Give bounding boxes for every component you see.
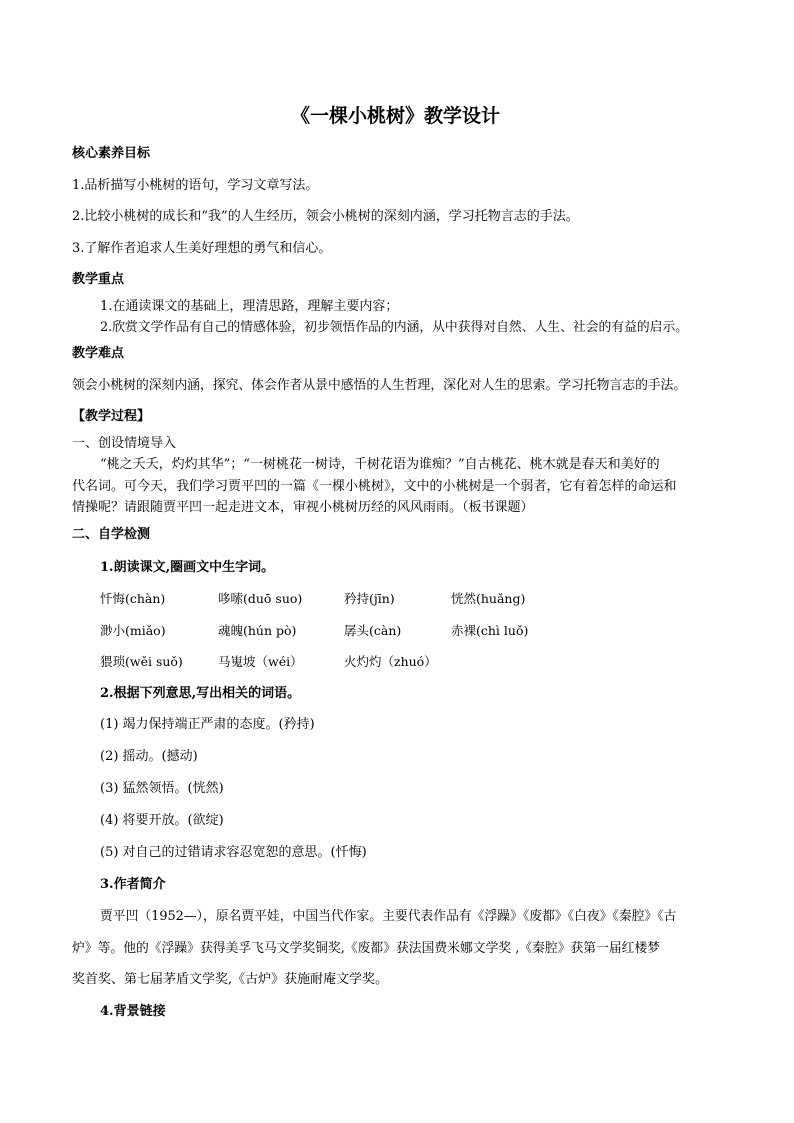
vocab-item: 哆嗦(duō suo) <box>218 591 303 606</box>
intro-paragraph-line: 情操呢？请跟随贾平凹一起走进文本，审视小桃树历经的风风雨雨。（板书课题） <box>72 500 534 515</box>
core-goal-item: 1.品析描写小桃树的语句，学习文章写法。 <box>72 178 319 193</box>
key-point-item: 2.欣赏文学作品有自己的情感体验，初步领悟作品的内涵，从中获得对自然、人生、社会的有益的启示。 <box>100 320 689 335</box>
section1-heading: 一、创设情境导入 <box>72 436 177 451</box>
author-bio-line: 奖首奖、第七届茅盾文学奖,《古炉》获施耐庵文学奖。 <box>72 972 389 987</box>
core-goal-item: 2.比较小桃树的成长和“我”的人生经历，领会小桃树的深刻内涵，学习托物言志的手法。 <box>72 209 579 224</box>
section2-heading: 二、自学检测 <box>72 527 151 542</box>
sub4-heading: 4.背景链接 <box>100 1004 166 1019</box>
author-bio-line: 炉》等。他的《浮躁》获得美孚飞马文学奖铜奖,《废都》获法国费米娜文学奖 ,《秦腔》获第一届红楼梦 <box>72 941 661 956</box>
vocab-item: 魂魄(hún pò) <box>218 623 297 638</box>
difficulty-text: 领会小桃树的深刻内涵，探究、体会作者从景中感悟的人生哲理，深化对人生的思索。学习托物言志的手法。 <box>72 378 687 393</box>
vocab-item: 恍然(huǎng) <box>451 591 526 606</box>
sub3-heading: 3.作者简介 <box>100 877 166 892</box>
sub1-heading: 1.朗读课文,圈画文中生字词。 <box>100 560 275 575</box>
meaning-item: (2) 摇动。(撼动) <box>100 749 198 764</box>
vocab-item: 赤裸(chì luǒ) <box>451 623 529 638</box>
vocab-item: 猥琐(wěi suǒ) <box>100 654 183 669</box>
sub2-heading: 2.根据下列意思,写出相关的词语。 <box>100 686 301 701</box>
meaning-item: (3) 猛然领悟。(恍然) <box>100 781 224 796</box>
key-point-item: 1.在通读课文的基础上，理清思路，理解主要内容； <box>100 299 399 314</box>
intro-paragraph-line: 代名词。可今天，我们学习贾平凹的一篇《一棵小桃树》，文中的小桃树是一个弱者，它有着怎样的命运和 <box>72 479 677 494</box>
vocab-item: 马嵬坡（wéi） <box>218 654 303 669</box>
key-points-heading: 教学重点 <box>72 272 125 287</box>
page-title: 《一棵小桃树》教学设计 <box>291 105 501 127</box>
vocab-item: 火灼灼（zhuó） <box>344 654 437 669</box>
vocab-item: 忏悔(chàn) <box>100 591 166 606</box>
vocab-item: 渺小(miǎo) <box>100 623 166 638</box>
meaning-item: (4) 将要开放。(欲绽) <box>100 813 224 828</box>
intro-paragraph-line: “桃之夭夭，灼灼其华”；“一树桃花一树诗，千树花语为谁痴？”自古桃花、桃木就是春天和美好的 <box>100 457 660 472</box>
meaning-item: (1) 竭力保持端正严肃的态度。(矜持) <box>100 717 315 732</box>
vocab-item: 矜持(jīn) <box>344 591 395 606</box>
core-goal-item: 3.了解作者追求人生美好理想的勇气和信心。 <box>72 241 332 256</box>
meaning-item: (5) 对自己的过错请求容忍宽恕的意思。(忏悔) <box>100 845 367 860</box>
author-bio-line: 贾平凹（1952—），原名贾平娃，中国当代作家。主要代表作品有《浮躁》《废都》《白夜》《秦腔》《古 <box>100 909 677 924</box>
difficulty-heading: 教学难点 <box>72 346 125 361</box>
core-goals-heading: 核心素养目标 <box>72 146 151 161</box>
process-heading: 【教学过程】 <box>72 409 151 424</box>
vocab-item: 孱头(càn) <box>344 623 402 638</box>
